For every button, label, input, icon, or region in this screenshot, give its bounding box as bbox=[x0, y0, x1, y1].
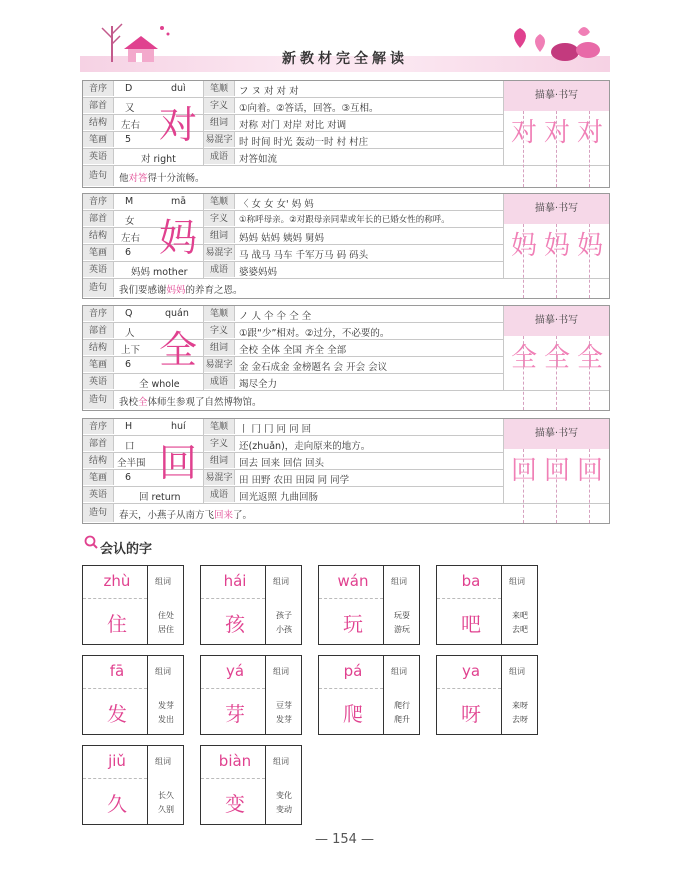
label-yinxu: 音序 bbox=[83, 81, 114, 96]
english-value: 回 return bbox=[139, 492, 181, 503]
recognize-box bbox=[200, 565, 302, 645]
recognize-box bbox=[318, 565, 420, 645]
box-zuci-label: 组词 bbox=[273, 667, 289, 676]
sentence: 我们要感谢妈妈的养育之恩。 bbox=[119, 285, 243, 296]
bihua-value: 6 bbox=[125, 247, 132, 258]
label-jiegou: 结构 bbox=[83, 340, 114, 355]
label-bihua: 笔画 bbox=[83, 357, 114, 372]
trace-char: 全 bbox=[510, 343, 537, 373]
recognize-box bbox=[436, 565, 538, 645]
trace-char: 妈 bbox=[543, 231, 570, 261]
label-bihua: 笔画 bbox=[83, 470, 114, 485]
bihua-value: 5 bbox=[125, 134, 132, 145]
label-zuci: 组词 bbox=[204, 115, 235, 130]
jiegou-value: 左右 bbox=[121, 120, 141, 131]
yihunzi-value: 田 田野 农田 田园 同 同学 bbox=[239, 475, 350, 486]
label-zuci: 组词 bbox=[204, 228, 235, 243]
jiegou-value: 左右 bbox=[121, 233, 141, 244]
practice-header: 描摹·书写 bbox=[504, 306, 609, 336]
trace-char: 回 bbox=[576, 456, 603, 486]
box-pinyin: ya bbox=[461, 662, 481, 680]
box-word: 来呀 bbox=[512, 701, 528, 710]
label-bihua: 笔画 bbox=[83, 132, 114, 147]
magnifier-icon bbox=[84, 535, 98, 549]
section-title: 会认的字 bbox=[100, 542, 153, 557]
pinyin-value: huí bbox=[171, 421, 186, 432]
box-pinyin: hái bbox=[223, 572, 247, 590]
box-char: 玩 bbox=[343, 612, 363, 636]
practice-header: 描摹·书写 bbox=[504, 81, 609, 111]
bishun-value: 丨 冂 冂 冋 冋 回 bbox=[239, 424, 312, 435]
label-jiegou: 结构 bbox=[83, 453, 114, 468]
label-yingyu: 英语 bbox=[83, 487, 114, 502]
bushou-value: 人 bbox=[125, 328, 135, 339]
trace-char: 妈 bbox=[510, 231, 537, 261]
box-word: 变动 bbox=[276, 805, 292, 814]
english-value: 妈妈 mother bbox=[131, 267, 188, 278]
zuci-value: 妈妈 姑妈 姨妈 舅妈 bbox=[239, 233, 325, 244]
main-character: 回 bbox=[158, 441, 197, 485]
trace-char: 妈 bbox=[576, 231, 603, 261]
box-word: 变化 bbox=[276, 791, 292, 800]
box-word: 小孩 bbox=[276, 625, 292, 634]
box-word: 久别 bbox=[158, 805, 174, 814]
box-char: 发 bbox=[107, 702, 127, 726]
main-character: 对 bbox=[158, 103, 197, 147]
zuci-value: 回去 回来 回信 回头 bbox=[239, 458, 325, 469]
label-jiegou: 结构 bbox=[83, 115, 114, 130]
english-value: 对 right bbox=[141, 154, 176, 165]
label-bushou: 部首 bbox=[83, 98, 114, 113]
label-bihua: 笔画 bbox=[83, 245, 114, 260]
box-zuci-label: 组词 bbox=[155, 577, 171, 586]
trace-char: 回 bbox=[543, 456, 570, 486]
bishun-value: 〈 女 女 女' 妈 妈 bbox=[239, 199, 314, 210]
label-bushou: 部首 bbox=[83, 323, 114, 338]
jiegou-value: 上下 bbox=[121, 345, 141, 356]
label-zaoju: 造句 bbox=[83, 391, 114, 409]
label-zaoju: 造句 bbox=[83, 166, 114, 186]
label-chengyu: 成语 bbox=[204, 149, 235, 164]
label-yinxu: 音序 bbox=[83, 306, 114, 321]
yihunzi-value: 马 战马 马车 千军万马 码 码头 bbox=[239, 250, 369, 261]
label-bushou: 部首 bbox=[83, 436, 114, 451]
trace-char: 回 bbox=[510, 456, 537, 486]
label-yinxu: 音序 bbox=[83, 194, 114, 209]
bihua-value: 6 bbox=[125, 472, 132, 483]
trace-char: 全 bbox=[543, 343, 570, 373]
box-word: 去呀 bbox=[512, 715, 528, 724]
sentence: 春天，小燕子从南方飞回来了。 bbox=[119, 510, 253, 521]
chengyu-value: 竭尽全力 bbox=[239, 379, 278, 390]
recognize-box bbox=[436, 655, 538, 735]
label-yingyu: 英语 bbox=[83, 149, 114, 164]
yinxu-value: Q bbox=[125, 308, 133, 319]
bushou-value: 口 bbox=[125, 441, 135, 452]
box-zuci-label: 组词 bbox=[509, 577, 525, 586]
box-char: 住 bbox=[107, 612, 127, 636]
box-word: 发出 bbox=[158, 715, 174, 724]
char-card-quan bbox=[82, 305, 610, 411]
page-number: — 154 — bbox=[314, 832, 375, 847]
box-char: 爬 bbox=[343, 702, 363, 726]
box-char: 吧 bbox=[461, 612, 481, 636]
label-ziyi: 字义 bbox=[204, 98, 235, 113]
box-word: 来吧 bbox=[512, 611, 528, 620]
box-pinyin: fā bbox=[109, 662, 125, 680]
box-zuci-label: 组词 bbox=[391, 667, 407, 676]
label-jiegou: 结构 bbox=[83, 228, 114, 243]
practice-header: 描摹·书写 bbox=[504, 419, 609, 449]
recognize-box bbox=[200, 745, 302, 825]
label-zaoju: 造句 bbox=[83, 279, 114, 297]
box-char: 呀 bbox=[461, 702, 481, 726]
box-word: 豆芽 bbox=[276, 701, 292, 710]
box-zuci-label: 组词 bbox=[273, 577, 289, 586]
box-pinyin: zhù bbox=[103, 572, 131, 590]
label-chengyu: 成语 bbox=[204, 262, 235, 277]
page-title: 新教材完全解读 bbox=[282, 51, 408, 67]
label-ziyi: 字义 bbox=[204, 436, 235, 451]
trace-char: 对 bbox=[576, 118, 603, 148]
ziyi-value: ①跟“少”相对。②过分，不必要的。 bbox=[239, 328, 390, 339]
label-chengyu: 成语 bbox=[204, 487, 235, 502]
ziyi-value: ①称呼母亲。②对跟母亲同辈或年长的已婚女性的称呼。 bbox=[239, 215, 450, 225]
label-bishun: 笔顺 bbox=[204, 194, 235, 209]
box-word: 发芽 bbox=[276, 715, 292, 724]
recognize-box bbox=[318, 655, 420, 735]
label-zuci: 组词 bbox=[204, 453, 235, 468]
box-word: 爬升 bbox=[394, 715, 410, 724]
jiegou-value: 全半围 bbox=[117, 458, 146, 469]
char-card-hui bbox=[82, 418, 610, 524]
english-value: 全 whole bbox=[139, 379, 180, 390]
box-pinyin: ba bbox=[461, 572, 481, 590]
box-word: 居住 bbox=[158, 625, 174, 634]
box-char: 孩 bbox=[225, 612, 245, 636]
box-pinyin: jiǔ bbox=[108, 752, 126, 770]
box-pinyin: biàn bbox=[218, 752, 252, 770]
bushou-value: 又 bbox=[125, 103, 135, 114]
chengyu-value: 婆婆妈妈 bbox=[239, 267, 278, 278]
pinyin-value: quán bbox=[165, 308, 189, 319]
page-header bbox=[80, 18, 610, 74]
zuci-value: 全校 全体 全国 齐全 全部 bbox=[239, 345, 347, 356]
yihunzi-value: 时 时间 时光 轰动一时 村 村庄 bbox=[239, 137, 369, 148]
bushou-value: 女 bbox=[125, 216, 135, 227]
box-zuci-label: 组词 bbox=[155, 667, 171, 676]
sentence: 他对答得十分流畅。 bbox=[119, 173, 205, 184]
label-bishun: 笔顺 bbox=[204, 419, 235, 434]
box-pinyin: pá bbox=[343, 662, 363, 680]
label-bishun: 笔顺 bbox=[204, 306, 235, 321]
box-zuci-label: 组词 bbox=[155, 757, 171, 766]
trace-char: 对 bbox=[543, 118, 570, 148]
label-ziyi: 字义 bbox=[204, 323, 235, 338]
chengyu-value: 回光返照 九曲回肠 bbox=[239, 492, 319, 503]
label-yingyu: 英语 bbox=[83, 262, 114, 277]
label-yihunzi: 易混字 bbox=[204, 245, 235, 260]
box-char: 变 bbox=[225, 792, 245, 816]
box-zuci-label: 组词 bbox=[509, 667, 525, 676]
box-zuci-label: 组词 bbox=[391, 577, 407, 586]
box-word: 长久 bbox=[158, 791, 174, 800]
label-yingyu: 英语 bbox=[83, 374, 114, 389]
main-character: 妈 bbox=[158, 216, 197, 260]
pinyin-value: mā bbox=[171, 196, 187, 207]
box-word: 去吧 bbox=[512, 625, 528, 634]
label-yihunzi: 易混字 bbox=[204, 470, 235, 485]
yihunzi-value: 金 金石成金 金榜题名 会 开会 会议 bbox=[239, 362, 388, 373]
box-word: 游玩 bbox=[394, 625, 410, 634]
zuci-value: 对称 对门 对岸 对比 对调 bbox=[239, 120, 347, 131]
box-word: 发芽 bbox=[158, 701, 174, 710]
char-card-dui bbox=[82, 80, 610, 188]
label-yinxu: 音序 bbox=[83, 419, 114, 434]
bishun-value: ノ 人 仐 仐 仝 全 bbox=[239, 311, 312, 322]
char-card-ma bbox=[82, 193, 610, 299]
box-pinyin: wán bbox=[337, 572, 369, 590]
yinxu-value: D bbox=[125, 83, 133, 94]
bihua-value: 6 bbox=[125, 359, 132, 370]
recognize-box bbox=[82, 745, 184, 825]
label-chengyu: 成语 bbox=[204, 374, 235, 389]
practice-header: 描摹·书写 bbox=[504, 194, 609, 224]
pinyin-value: duì bbox=[171, 83, 186, 94]
box-word: 爬行 bbox=[394, 701, 410, 710]
box-word: 玩耍 bbox=[394, 611, 410, 620]
recognize-box bbox=[82, 565, 184, 645]
ziyi-value: ①向着。②答话，回答。③互相。 bbox=[239, 103, 379, 114]
label-ziyi: 字义 bbox=[204, 211, 235, 226]
yinxu-value: M bbox=[125, 196, 134, 207]
bishun-value: フ ヌ 对 对 对 bbox=[239, 86, 299, 97]
yinxu-value: H bbox=[125, 421, 133, 432]
label-yihunzi: 易混字 bbox=[204, 132, 235, 147]
recognize-box bbox=[200, 655, 302, 735]
box-char: 芽 bbox=[225, 702, 245, 726]
label-bushou: 部首 bbox=[83, 211, 114, 226]
ziyi-value: 还(zhuǎn)，走向原来的地方。 bbox=[239, 441, 371, 452]
box-char: 久 bbox=[107, 792, 127, 816]
trace-char: 全 bbox=[576, 343, 603, 373]
recognize-box bbox=[82, 655, 184, 735]
main-character: 全 bbox=[158, 328, 197, 372]
trace-char: 对 bbox=[510, 118, 537, 148]
box-word: 孩子 bbox=[276, 611, 292, 620]
box-word: 住处 bbox=[158, 611, 174, 620]
label-yihunzi: 易混字 bbox=[204, 357, 235, 372]
label-zuci: 组词 bbox=[204, 340, 235, 355]
chengyu-value: 对答如流 bbox=[239, 154, 278, 165]
label-bishun: 笔顺 bbox=[204, 81, 235, 96]
box-zuci-label: 组词 bbox=[273, 757, 289, 766]
box-pinyin: yá bbox=[225, 662, 245, 680]
sentence: 我校全体师生参观了自然博物馆。 bbox=[119, 397, 262, 408]
label-zaoju: 造句 bbox=[83, 504, 114, 522]
